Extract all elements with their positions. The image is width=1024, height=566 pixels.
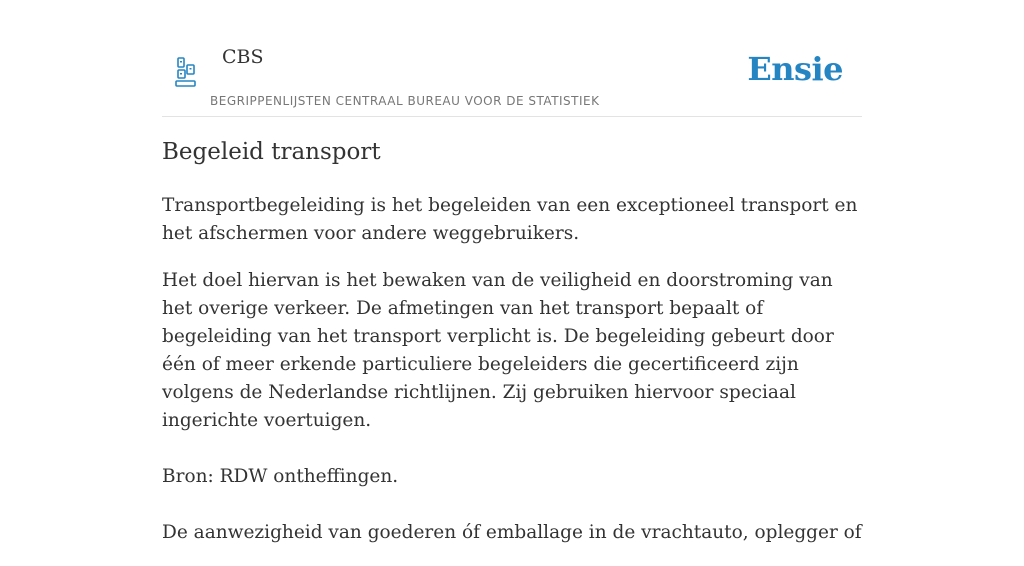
- page-container: [162, 0, 862, 543]
- article-body: [162, 192, 862, 566]
- article-paragraph: De aanwezigheid van goederen óf emballage in de vrachtauto, oplegger of: [162, 522, 862, 543]
- article-paragraph: Het doel hiervan is het bewaken van de veiligheid en doorstroming van het overige verkeer. De afmetingen van het transport bepaalt of begeleiding van het transport verplicht is. De begeleiding gebeurt door één of meer erkende particuliere begeleiders die gecertificeerd zijn volgens de Nederlandse richtlijnen. Zij gebruiken hiervoor speciaal ingerichte voertuigen.: [162, 270, 834, 431]
- site-header: [162, 0, 862, 117]
- article-paragraph: Transportbegeleiding is het begeleiden van een exceptioneel transport en het afschermen voor andere weggebruikers.: [162, 195, 858, 244]
- ensie-brand-link[interactable]: Ensie: [747, 50, 843, 88]
- org-name: CBS: [222, 46, 264, 68]
- page-title: Begeleid transport: [162, 139, 381, 165]
- source-line: Bron: RDW ontheffingen.: [162, 466, 399, 487]
- site-subtitle[interactable]: BEGRIPPENLIJSTEN CENTRAAL BUREAU VOOR DE STATISTIEK: [210, 94, 600, 108]
- cbs-logo-icon[interactable]: [175, 57, 197, 87]
